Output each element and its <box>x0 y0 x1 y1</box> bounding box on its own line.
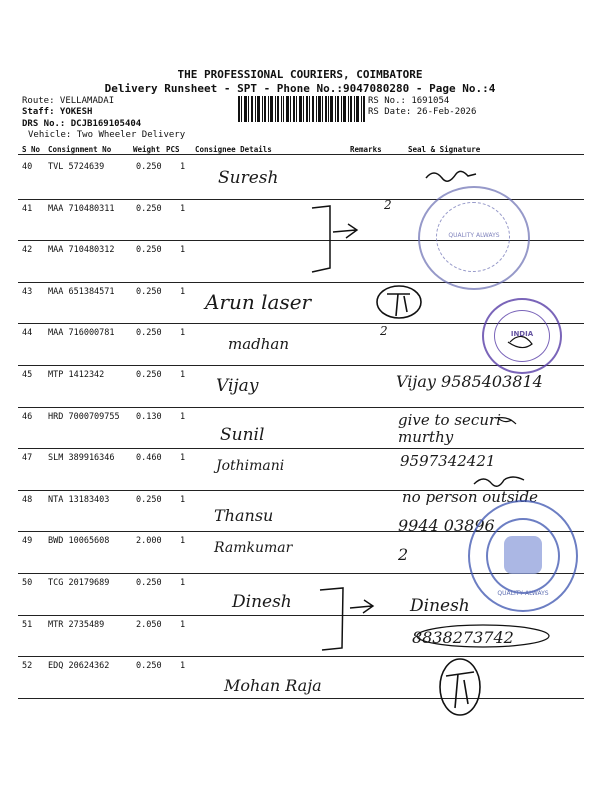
col-consignee: Consignee Details <box>195 145 272 154</box>
cell-cons: HRD 7000709755 <box>48 411 120 422</box>
col-remarks: Remarks <box>350 145 382 154</box>
cell-weight: 0.250 <box>136 245 162 256</box>
handwritten-signature-50: Dinesh <box>410 596 470 616</box>
handwritten-signature-46: give to securi murthy <box>398 411 501 446</box>
cell-sno: 52 <box>22 661 33 672</box>
cell-pcs: 1 <box>180 494 186 505</box>
seal-text-1: QUALITY ALWAYS <box>448 232 500 239</box>
seal-stamp-2 <box>482 298 562 374</box>
cell-weight: 0.130 <box>136 411 162 422</box>
col-sno: S No <box>22 145 41 154</box>
handwritten-signature-51: 8838273742 <box>412 628 514 647</box>
cell-weight: 2.050 <box>136 619 162 630</box>
cell-pcs: 1 <box>180 245 186 256</box>
cell-sno: 43 <box>22 286 33 297</box>
cell-pcs: 1 <box>180 411 186 422</box>
cell-pcs: 1 <box>180 328 186 339</box>
handwritten-signature-48: no person outside <box>402 488 538 506</box>
col-pcs: PCS <box>166 145 180 154</box>
handwritten-consignee-45: Vijay <box>216 376 259 396</box>
cell-sno: 45 <box>22 370 33 380</box>
handwritten-signature-45: Vijay 9585403814 <box>396 372 543 391</box>
cell-cons: EDQ 20624362 <box>48 661 110 672</box>
handwritten-consignee-48: Thansu <box>214 506 274 525</box>
handwritten-consignee-46: Sunil <box>220 425 265 445</box>
cell-cons: MAA 651384571 <box>48 286 115 297</box>
company-title: THE PROFESSIONAL COURIERS, COIMBATORE <box>177 68 423 81</box>
cell-pcs: 1 <box>180 661 186 672</box>
cell-weight: 0.460 <box>136 453 162 464</box>
drs-label: DRS No.: DCJB169105404 <box>22 119 142 129</box>
rs-number: RS No.: 1691054 <box>368 96 450 106</box>
handwritten-consignee-50: Dinesh <box>232 592 292 612</box>
cell-sno: 51 <box>22 619 33 630</box>
cell-weight: 0.250 <box>136 203 162 214</box>
cell-cons: TCG 20179689 <box>48 578 110 588</box>
cell-sno: 50 <box>22 578 33 588</box>
cell-sno: 49 <box>22 536 33 547</box>
cell-cons: NTA 13183403 <box>48 494 110 505</box>
staff-label: Staff: YOKESH <box>22 107 93 117</box>
route-label: Route: VELLAMADAI <box>22 96 115 106</box>
cell-weight: 0.250 <box>136 286 162 297</box>
handwritten-signature-47: 9597342421 <box>400 452 496 470</box>
col-seal-signature: Seal & Signature <box>408 145 481 154</box>
seal-logo <box>504 536 542 574</box>
cell-sno: 42 <box>22 245 33 256</box>
cell-sno: 46 <box>22 411 33 422</box>
cell-cons: SLM 389916346 <box>48 453 115 464</box>
cell-pcs: 1 <box>180 162 186 172</box>
handwritten-consignee-49: Ramkumar <box>214 540 293 556</box>
cell-weight: 0.250 <box>136 162 162 172</box>
cell-pcs: 1 <box>180 619 186 630</box>
cell-pcs: 1 <box>180 286 186 297</box>
cell-pcs: 1 <box>180 370 186 380</box>
cell-pcs: 1 <box>180 203 186 214</box>
cell-weight: 0.250 <box>136 494 162 505</box>
cell-weight: 0.250 <box>136 661 162 672</box>
cell-cons: BWD 10065608 <box>48 536 110 547</box>
cell-cons: MAA 710480311 <box>48 203 115 214</box>
cell-weight: 0.250 <box>136 370 162 380</box>
cell-weight: 0.250 <box>136 328 162 339</box>
handwritten-consignee-43: Arun laser <box>205 290 312 314</box>
cell-pcs: 1 <box>180 536 186 547</box>
cell-sno: 44 <box>22 328 33 339</box>
seal-stamp-3 <box>468 500 578 612</box>
cell-sno: 48 <box>22 494 33 505</box>
handwritten-remark-49: 2 <box>398 545 409 564</box>
runsheet-subtitle: Delivery Runsheet - SPT - Phone No.:9047080280 - Page No.:4 <box>104 82 496 95</box>
cell-cons: MTR 2735489 <box>48 619 105 630</box>
seal-stamp-1 <box>418 186 530 290</box>
cell-cons: MTP 1412342 <box>48 370 105 380</box>
cell-weight: 0.250 <box>136 578 162 588</box>
col-weight: Weight <box>133 145 161 154</box>
handwritten-signature-49: 9944 03896 <box>398 516 495 535</box>
handwritten-remark-41: 2 <box>384 198 392 212</box>
cell-sno: 40 <box>22 162 33 172</box>
seal-text-3: QUALITY ALWAYS <box>497 590 549 597</box>
cell-pcs: 1 <box>180 453 186 464</box>
cell-weight: 2.000 <box>136 536 162 547</box>
col-consignment: Consignment No <box>48 145 112 154</box>
cell-sno: 47 <box>22 453 33 464</box>
cell-pcs: 1 <box>180 578 186 588</box>
vehicle-label: Vehicle: Two Wheeler Delivery <box>28 130 186 140</box>
handwritten-consignee-40: Suresh <box>218 168 279 188</box>
cell-sno: 41 <box>22 203 33 214</box>
handwritten-consignee-44: madhan <box>228 335 290 353</box>
cell-cons: MAA 710480312 <box>48 245 115 256</box>
cell-cons: TVL 5724639 <box>48 162 105 172</box>
handwritten-consignee-52: Mohan Raja <box>224 676 322 695</box>
handwritten-consignee-47: Jothimani <box>216 458 285 474</box>
rs-date: RS Date: 26-Feb-2026 <box>368 107 477 117</box>
cell-cons: MAA 716000781 <box>48 328 115 339</box>
seal-text-2: INDIA <box>510 330 534 338</box>
handwritten-remark-44: 2 <box>380 324 388 338</box>
